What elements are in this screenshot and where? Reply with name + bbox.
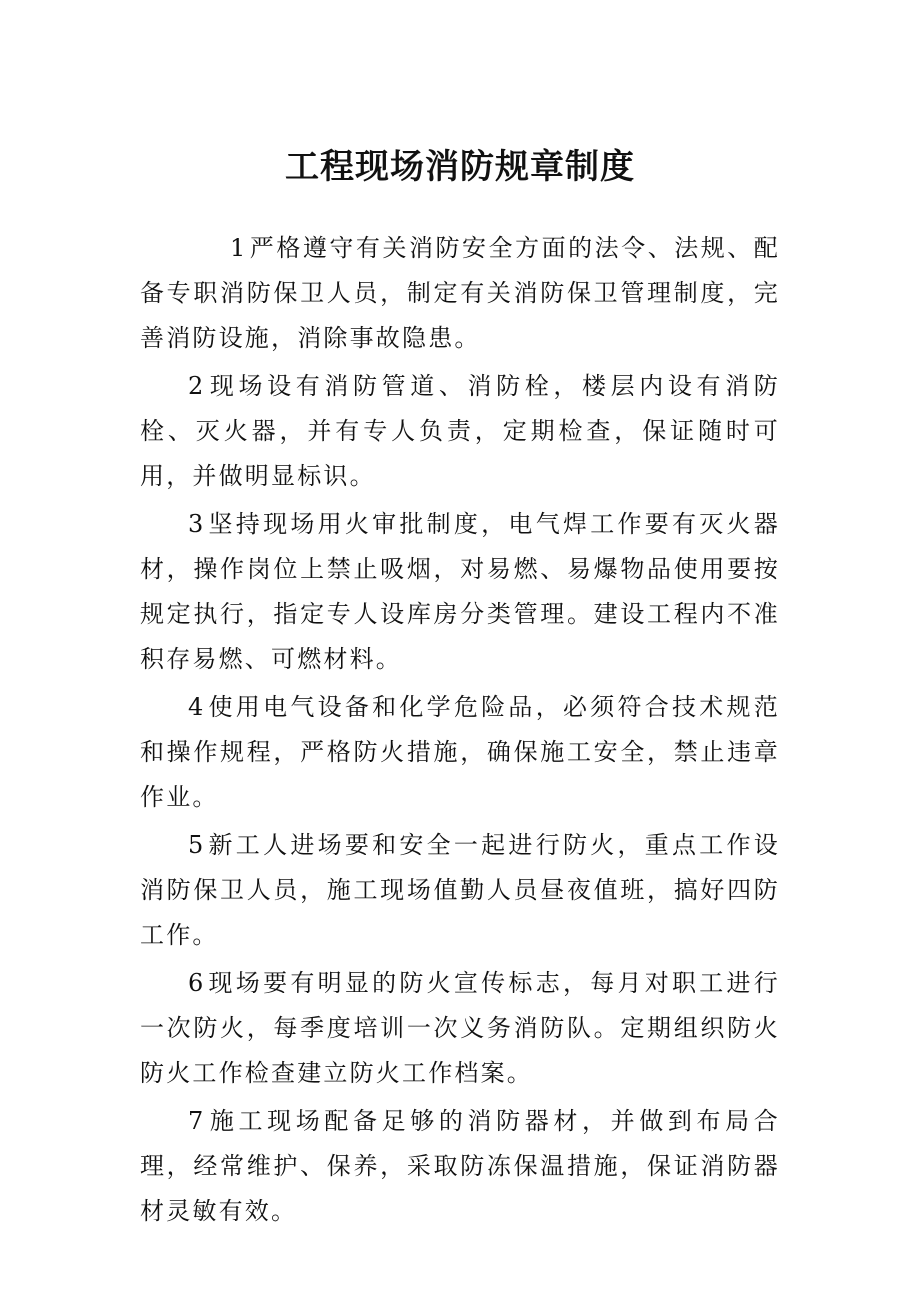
- paragraph-number: 7: [188, 1107, 206, 1135]
- paragraph-number: 5: [188, 831, 206, 859]
- paragraph-text: 使用电气设备和化学危险品，必须符合技术规范和操作规程，严格防火措施，确保施工安全，禁止违章作业。: [140, 693, 780, 811]
- paragraph-text: 现场设有消防管道、消防栓，楼层内设有消防栓、灭火器，并有专人负责，定期检查，保证随时可用，并做明显标识。: [140, 372, 780, 490]
- regulation-paragraph-4: [140, 685, 780, 820]
- paragraph-text: 严格遵守有关消防安全方面的法令、法规、配备专职消防保卫人员，制定有关消防保卫管理制度，完善消防设施，消除事故隐患。: [140, 234, 780, 352]
- paragraph-text: 坚持现场用火审批制度，电气焊工作要有灭火器材，操作岗位上禁止吸烟，对易燃、易爆物品使用要按规定执行，指定专人设库房分类管理。建设工程内不准积存易燃、可燃材料。: [140, 510, 780, 673]
- regulation-paragraph-2: [140, 364, 780, 499]
- regulation-paragraph-7: [140, 1099, 780, 1234]
- paragraph-number: 6: [188, 969, 206, 997]
- document-body: [140, 226, 780, 1237]
- paragraph-number: 4: [188, 693, 206, 721]
- regulation-paragraph-1: [140, 226, 780, 361]
- paragraph-text: 新工人进场要和安全一起进行防火，重点工作设消防保卫人员，施工现场值勤人员昼夜值班，搞好四防工作。: [140, 831, 780, 949]
- regulation-paragraph-6: [140, 961, 780, 1096]
- paragraph-number: 3: [188, 510, 206, 538]
- regulation-paragraph-3: [140, 502, 780, 682]
- paragraph-number: 2: [188, 372, 206, 400]
- paragraph-text: 现场要有明显的防火宣传标志，每月对职工进行一次防火，每季度培训一次义务消防队。定期组织防火防火工作检查建立防火工作档案。: [140, 969, 780, 1087]
- document-title: 工程现场消防规章制度: [285, 147, 635, 187]
- paragraph-text: 施工现场配备足够的消防器材，并做到布局合理，经常维护、保养，采取防冻保温措施，保证消防器材灵敏有效。: [140, 1107, 780, 1225]
- regulation-paragraph-5: [140, 823, 780, 958]
- paragraph-number: 1: [230, 234, 248, 262]
